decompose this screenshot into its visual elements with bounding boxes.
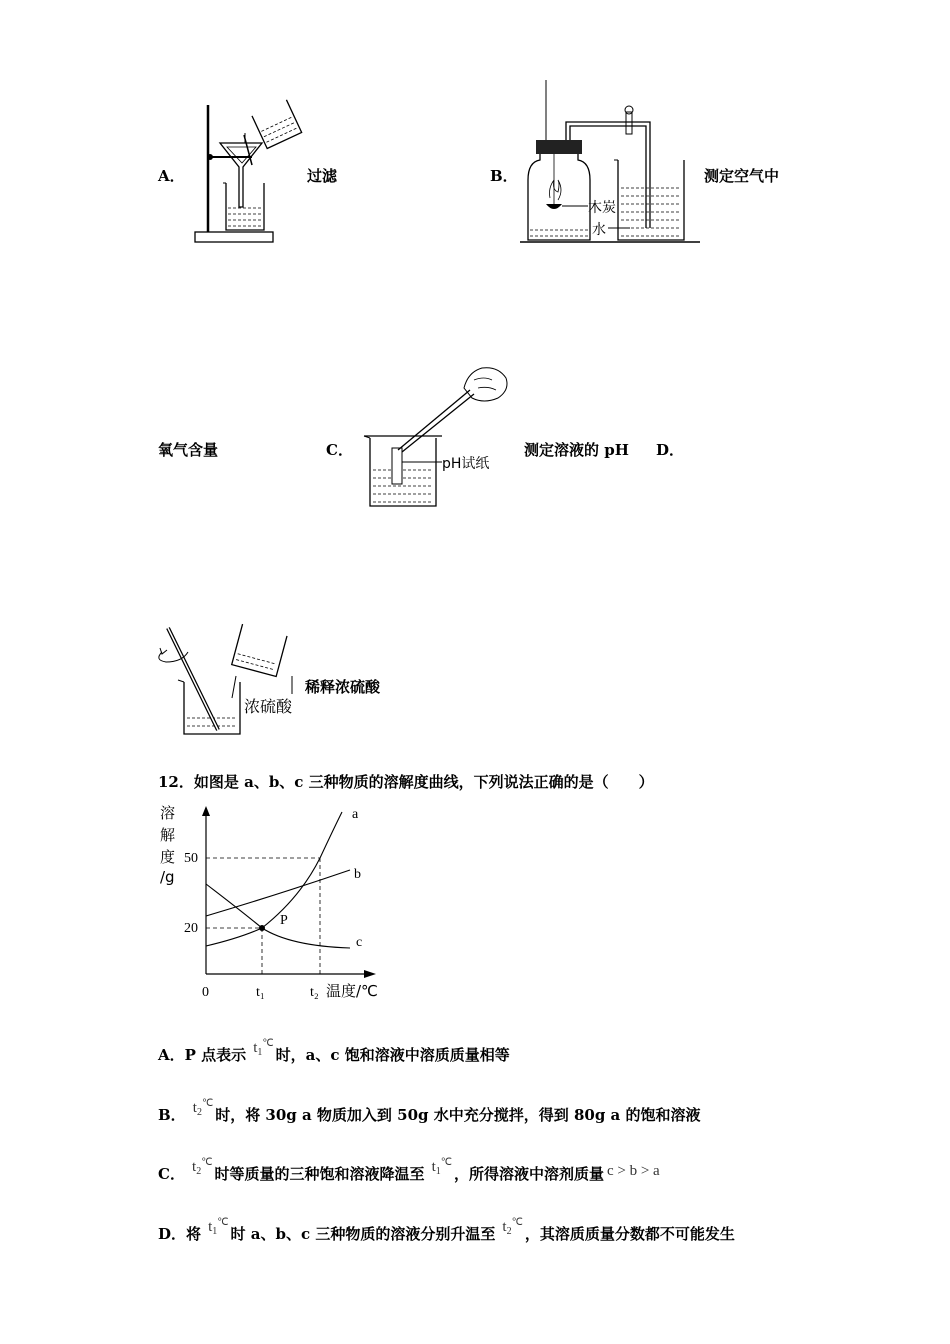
x-axis-label: 温度/℃ [326, 982, 378, 1000]
oxygen-measurement-apparatus-figure [518, 80, 703, 250]
q12-option-d-letter: D． [158, 1225, 187, 1243]
option-c-caption: 测定溶液的 pH [524, 441, 629, 459]
q12-option-d-post: ，其溶质质量分数都不可能发生 [524, 1225, 735, 1243]
series-a-label: a [352, 807, 359, 822]
ph-paper-label: pH试纸 [442, 456, 490, 472]
point-p [259, 925, 265, 931]
chart-ylabel-1: 溶 [160, 804, 176, 822]
dilution-figure [152, 622, 307, 742]
origin-label: 0 [202, 985, 209, 1000]
option-d-caption: 稀释浓硫酸 [305, 678, 381, 696]
solubility-chart [150, 798, 400, 1008]
y-tick-20: 20 [184, 921, 198, 936]
q12-option-c-letter: C． [158, 1165, 185, 1183]
q12-option-a-temp: $t_1^℃$ [253, 1038, 274, 1058]
x-tick-t1: t₁ [256, 985, 265, 1000]
q12-option-b-post: 时，将 30g a 物质加入到 50g 水中充分搅拌，得到 80g a 的饱和溶液 [215, 1106, 701, 1124]
option-b-caption-1: 测定空气中 [704, 167, 780, 185]
q12-option-d-pre: 将 [186, 1225, 202, 1243]
option-b-letter: B． [490, 167, 518, 185]
x-tick-t2: t₂ [310, 985, 319, 1000]
q12-option-c [158, 1157, 660, 1185]
q12-option-a [158, 1038, 510, 1066]
q12-option-a-pre: P 点表示 [184, 1046, 247, 1064]
series-c-label: c [356, 935, 363, 950]
q12-option-b [158, 1098, 701, 1126]
q12-option-d-temp2: $t_2^℃$ [502, 1217, 523, 1237]
q12-option-b-temp: $t_2^℃$ [192, 1098, 214, 1118]
q12-option-c-mid: 时等质量的三种饱和溶液降温至 [214, 1165, 425, 1183]
option-c-letter: C． [326, 441, 353, 459]
ph-test-figure [360, 358, 520, 513]
q12-option-c-temp: $t_2^℃$ [192, 1157, 213, 1177]
option-a-letter: A． [158, 167, 185, 185]
water-label: 水 [592, 222, 606, 238]
q12-option-a-post: 时，a、c 饱和溶液中溶质质量相等 [275, 1046, 510, 1064]
q12-option-b-letter: B． [158, 1106, 186, 1124]
point-p-label: P [280, 913, 288, 928]
q12-option-c-temp2: $t_1^℃$ [431, 1157, 452, 1177]
option-d-letter: D． [656, 441, 685, 459]
chart-ylabel-2: 解 [160, 826, 176, 844]
curve-a [206, 812, 342, 946]
q12-option-d [158, 1217, 735, 1245]
q12-option-c-post: ，所得溶液中溶剂质量 [453, 1165, 604, 1183]
series-b-label: b [354, 867, 361, 882]
q12-option-d-mid: 时 a、b、c 三种物质的溶液分别升温至 [230, 1225, 496, 1243]
chart-ylabel-4: /g [160, 868, 175, 886]
option-a-caption: 过滤 [307, 167, 338, 185]
question-12-stem: 12．如图是 a、b、c 三种物质的溶解度曲线，下列说法正确的是（ ） [158, 773, 654, 791]
concentrated-acid-label: 浓硫酸 [244, 697, 293, 716]
q12-option-d-temp: $t_1^℃$ [208, 1217, 229, 1237]
option-b-caption-2: 氧气含量 [158, 441, 219, 459]
curve-b [206, 870, 350, 916]
filtration-apparatus-figure [190, 95, 310, 255]
y-tick-50: 50 [184, 851, 198, 866]
chart-ylabel-3: 度 [160, 848, 176, 866]
q12-option-c-relation: c > b > a [606, 1163, 660, 1179]
charcoal-label: 木炭 [588, 200, 616, 216]
q12-option-a-letter: A． [158, 1046, 185, 1064]
